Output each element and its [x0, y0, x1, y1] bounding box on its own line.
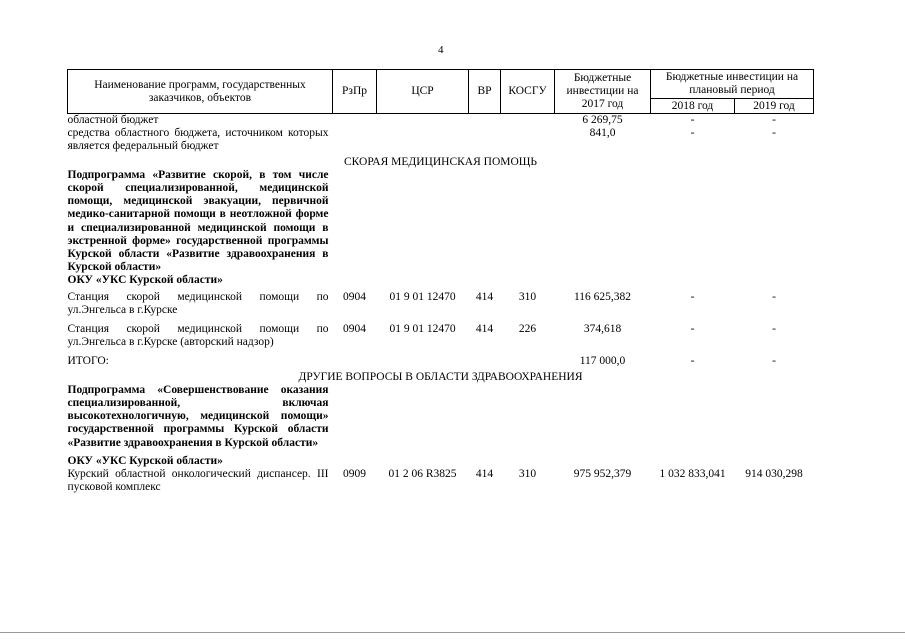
vr-value: 414	[475, 323, 494, 336]
header-vr: ВР	[469, 70, 501, 114]
header-csr: ЦСР	[377, 70, 469, 114]
value-2019: -	[772, 323, 776, 336]
value-2017: 374,618	[583, 323, 622, 336]
table-row	[68, 114, 814, 128]
kosgu-value: 226	[518, 323, 537, 336]
row-name: Станция скорой медицинской помощи по ул.Энгельса в г.Курске (авторский надзор)	[67, 323, 329, 349]
csr-value: 01 9 01 12470	[389, 290, 456, 303]
customer-title: ОКУ «УКС Курской области»	[67, 454, 223, 467]
subprogram-title: Подпрограмма «Совершенствование оказания специализированной, включая высокотехнологичную, медицинской помощи» государственной программы Курской области «Развитие здравоохранения в Курской области»	[67, 383, 329, 449]
vr-value: 414	[475, 290, 494, 303]
row-name: Станция скорой медицинской помощи по ул.Энгельса в г.Курске	[67, 290, 329, 316]
table-row	[68, 468, 814, 494]
value-2018: -	[690, 114, 695, 126]
customer-row	[68, 274, 814, 287]
header-kosgu: КОСГУ	[501, 70, 555, 114]
csr-value: 01 2 06 R3825	[388, 468, 457, 481]
rzpr-value: 0909	[343, 468, 366, 481]
section-row	[68, 154, 814, 169]
header-inv-plan: Бюджетные инвестиции на плановый период	[651, 70, 814, 99]
total-2018: -	[690, 355, 695, 368]
value-2017: 6 269,75	[582, 114, 623, 126]
investment-table	[67, 69, 814, 494]
kosgu-value: 310	[518, 290, 537, 303]
subprogram-title: Подпрограмма «Развитие скорой, в том числе скорой специализированной, медицинской помощи, медицинской эвакуации, первичной медико-санитарной помощи в неотложной форме и специализированной медицинской помощи в экстренной форме» государственной программы Курской области «Развитие здравоохранения в Курской области»	[67, 168, 329, 274]
value-2019: -	[772, 290, 776, 303]
page-bottom-edge	[0, 632, 905, 633]
header-rzpr: РзПр	[333, 70, 377, 114]
table-row	[68, 127, 814, 153]
value-2019: 914 030,298	[745, 468, 803, 481]
value-2018: -	[690, 290, 695, 303]
row-name: областной бюджет	[67, 114, 159, 126]
table-row	[68, 288, 814, 317]
value-2019: -	[772, 127, 776, 140]
header-2018: 2018 год	[651, 99, 735, 114]
total-row	[68, 349, 814, 368]
value-2017: 841,0	[589, 127, 616, 140]
total-2019: -	[772, 355, 776, 368]
value-2017: 975 952,379	[573, 468, 632, 481]
section-title: ДРУГИЕ ВОПРОСЫ В ОБЛАСТИ ЗДРАВООХРАНЕНИЯ	[298, 370, 583, 383]
subprogram-row	[68, 169, 814, 275]
value-2019: -	[772, 114, 776, 126]
kosgu-value: 310	[518, 468, 537, 481]
value-2017: 116 625,382	[573, 290, 632, 303]
customer-row	[68, 450, 814, 468]
value-2018: -	[690, 127, 695, 140]
header-name: Наименование программ, государственных заказчиков, объектов	[68, 70, 333, 114]
section-row	[68, 369, 814, 384]
customer-title: ОКУ «УКС Курской области»	[67, 274, 223, 287]
header-row	[68, 70, 814, 99]
row-name: Курский областной онкологический диспансер. III пусковой комплекс	[67, 468, 329, 494]
header-2019: 2019 год	[735, 99, 814, 114]
vr-value: 414	[475, 468, 494, 481]
value-2018: -	[690, 323, 695, 336]
row-name: средства областного бюджета, источником которых является федеральный бюджет	[67, 127, 329, 153]
total-label: ИТОГО:	[67, 355, 109, 368]
page-number: 4	[438, 44, 444, 56]
header-inv-2017: Бюджетные инвестиции на 2017 год	[555, 70, 651, 114]
section-title: СКОРАЯ МЕДИЦИНСКАЯ ПОМОЩЬ	[344, 155, 537, 168]
subprogram-row	[68, 384, 814, 450]
value-2018: 1 032 833,041	[659, 468, 726, 481]
rzpr-value: 0904	[343, 290, 366, 303]
table-row	[68, 317, 814, 349]
total-2017: 117 000,0	[579, 355, 626, 368]
rzpr-value: 0904	[343, 323, 366, 336]
csr-value: 01 9 01 12470	[389, 323, 456, 336]
